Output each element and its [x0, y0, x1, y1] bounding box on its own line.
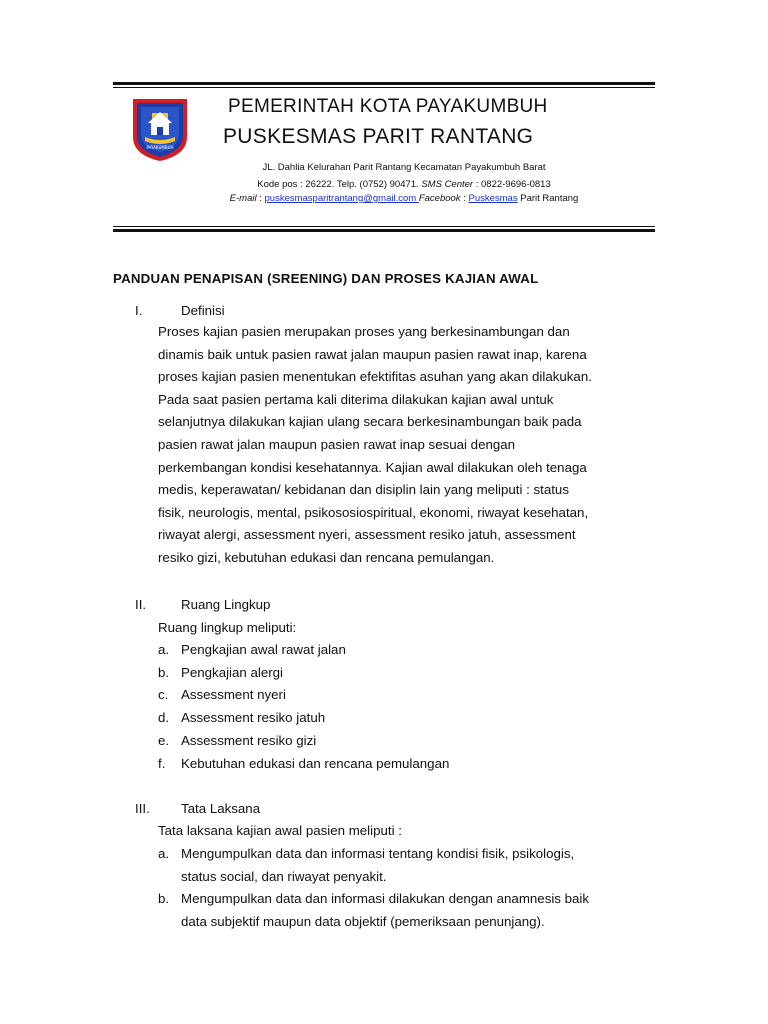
organization-name: PUSKESMAS PARIT RANTANG: [223, 125, 534, 148]
list-marker: a.: [158, 642, 170, 657]
section-number: I.: [135, 303, 143, 318]
postal-phone: Kode pos : 26222. Telp. (0752) 90471.: [257, 179, 422, 190]
contact-line: [20, 179, 768, 190]
list-item: [158, 665, 283, 680]
government-name: PEMERINTAH KOTA PAYAKUMBUH: [228, 96, 548, 117]
header-bottom-rule-thin: [113, 226, 655, 227]
list-marker: a.: [158, 846, 170, 861]
city-emblem-icon: [131, 97, 189, 163]
section-intro: Ruang lingkup meliputi:: [158, 620, 297, 635]
section-number: II.: [135, 597, 147, 612]
list-marker: b.: [158, 665, 170, 680]
paragraph-line: riwayat alergi, assessment nyeri, assessment resiko jatuh, assessment: [158, 527, 576, 543]
list-item-text: Assessment resiko jatuh: [181, 710, 326, 725]
address-line: JL. Dahlia Kelurahan Parit Rantang Kecamatan Payakumbuh Barat: [262, 162, 546, 173]
paragraph-line: proses kajian pasien menentukan efektifitas asuhan yang akan dilakukan.: [158, 369, 592, 385]
section-paragraph: [158, 321, 658, 570]
paragraph-line: selanjutnya dilakukan kajian ulang secara berkesinambungan baik pada: [158, 414, 582, 430]
facebook-label: Facebook: [418, 193, 461, 204]
list-marker: f.: [158, 756, 166, 771]
list-item-text: Pengkajian alergi: [181, 665, 284, 680]
email-link[interactable]: puskesmasparitrantang@gmail.com: [264, 193, 419, 204]
list-item-text: Mengumpulkan data dan informasi dilakukan dengan anamnesis baik: [181, 891, 590, 906]
sms-label: SMS Center: [421, 179, 474, 190]
list-item-continuation: status social, dan riwayat penyakit.: [181, 869, 387, 884]
section-heading: Ruang Lingkup: [181, 597, 271, 612]
list-marker: d.: [158, 710, 170, 725]
list-item: [158, 756, 449, 771]
list-item-text: Assessment resiko gizi: [181, 733, 317, 748]
section-intro: Tata laksana kajian awal pasien meliputi :: [158, 823, 402, 838]
section-heading: Definisi: [181, 303, 225, 318]
email-separator: :: [256, 193, 265, 204]
paragraph-line: dinamis baik untuk pasien rawat jalan maupun pasien rawat inap, karena: [158, 346, 587, 362]
paragraph-line: Proses kajian pasien merupakan proses yang berkesinambungan dan: [158, 324, 570, 339]
document-title: PANDUAN PENAPISAN (SREENING) DAN PROSES KAJIAN AWAL: [113, 271, 539, 286]
paragraph-line: medis, keperawatan/ kebidanan dan disiplin lain yang meliputi : status: [158, 482, 569, 498]
header-bottom-rule: [113, 229, 655, 232]
emblem-text: PAYAKUMBUH: [146, 145, 174, 150]
list-marker: e.: [158, 733, 170, 748]
list-item: [158, 642, 346, 657]
sms-value: : 0822-9696-0813: [473, 179, 551, 190]
header-top-rule-thin: [113, 87, 655, 88]
list-item: [158, 710, 325, 725]
list-marker: b.: [158, 891, 170, 906]
list-marker: c.: [158, 687, 169, 702]
list-item: [158, 687, 286, 702]
section-heading: Tata Laksana: [181, 801, 261, 816]
list-item-text: Pengkajian awal rawat jalan: [181, 642, 346, 657]
list-item-text: Kebutuhan edukasi dan rencana pemulangan: [181, 756, 450, 771]
facebook-link[interactable]: Puskesmas: [468, 193, 518, 204]
section-number: III.: [135, 801, 150, 816]
paragraph-line: perkembangan kondisi kesehatannya. Kajian awal dilakukan oleh tenaga: [158, 459, 587, 475]
facebook-separator: :: [460, 193, 469, 204]
paragraph-line: pasien rawat jalan maupun pasien rawat inap sesuai dengan: [158, 436, 516, 452]
list-item: [158, 733, 316, 748]
list-item-continuation: data subjektif maupun data objektif (pemeriksaan penunjang).: [181, 914, 545, 929]
paragraph-line: Pada saat pasien pertama kali diterima dilakukan kajian awal untuk: [158, 391, 554, 407]
online-contact-line: [20, 193, 768, 204]
list-item-text: Assessment nyeri: [181, 687, 286, 702]
header-top-rule: [113, 82, 655, 85]
email-label: E-mail: [229, 193, 257, 204]
facebook-name-rest: Parit Rantang: [517, 193, 579, 204]
paragraph-line: resiko gizi, kebutuhan edukasi dan rencana pemulangan.: [158, 549, 495, 565]
list-item: [158, 846, 574, 861]
list-item: [158, 891, 589, 906]
list-item-text: Mengumpulkan data dan informasi tentang kondisi fisik, psikologis,: [181, 846, 575, 861]
paragraph-line: fisik, neurologis, mental, psikososiospiritual, ekonomi, riwayat kesehatan,: [158, 504, 589, 520]
